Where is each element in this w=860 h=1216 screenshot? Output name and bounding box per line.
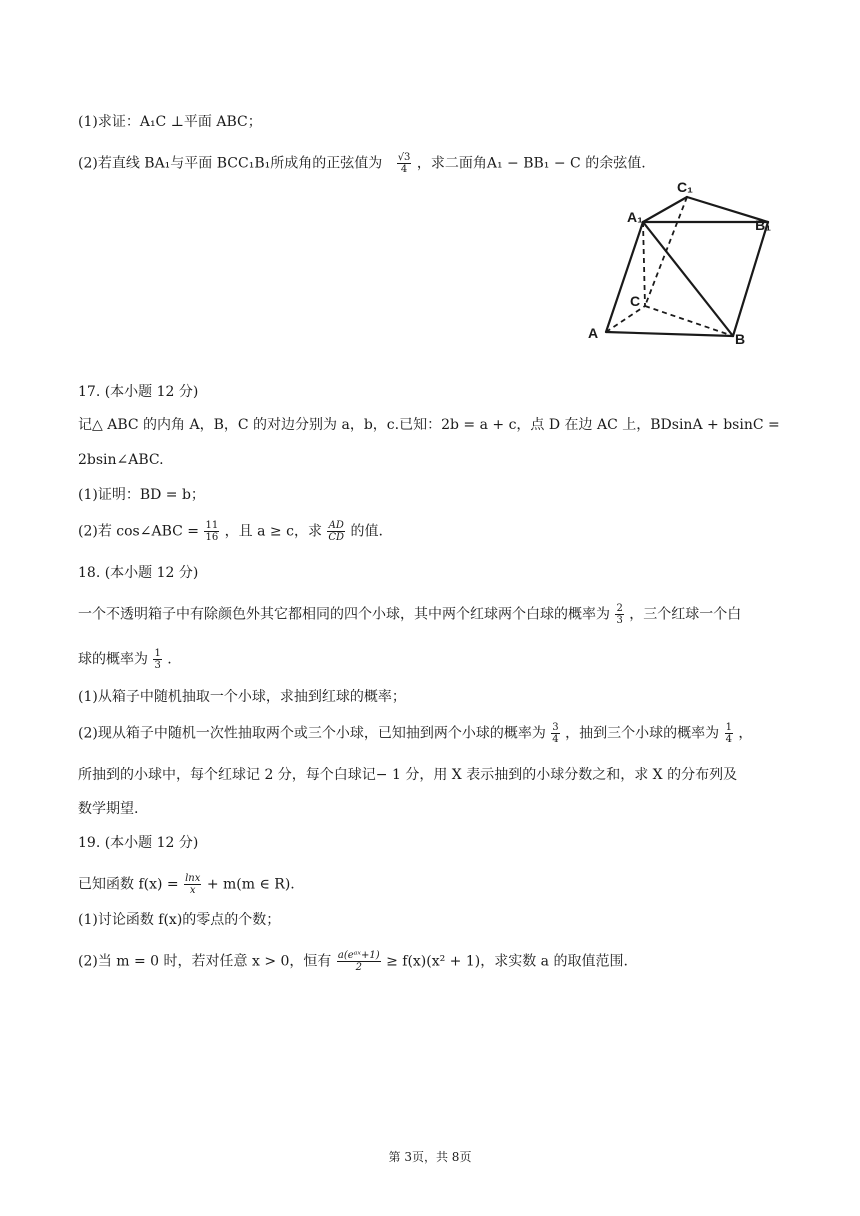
q18-part2-text-b: ，抽到三个小球的概率为	[565, 725, 720, 742]
cos-fraction-denominator: 16	[205, 532, 219, 543]
sin-fraction-numerator: √3	[397, 152, 411, 163]
ineq-fraction-denominator: 2	[355, 962, 362, 973]
q18-stem-2	[78, 648, 172, 671]
edge-b1-b	[733, 222, 768, 336]
q17-part2-text-c: 的值.	[350, 523, 383, 540]
q18-stem-1-text-a: 一个不透明箱子中有除颜色外其它都相同的四个小球，其中两个红球两个白球的概率为	[78, 606, 610, 623]
edge-a1-c1	[643, 197, 687, 222]
ineq-fraction-numerator: a(eᵃˣ+1)	[337, 950, 380, 961]
prob-fraction-2-numerator: 1	[154, 648, 161, 659]
q17-stem-2: 2bsin∠ABC.	[78, 452, 164, 468]
q18-part2-line3: 数学期望.	[78, 801, 139, 817]
cos-fraction	[204, 520, 219, 543]
sin-fraction	[397, 152, 412, 175]
q17-part2	[78, 520, 383, 543]
q19-part1: (1)讨论函数 f(x)的零点的个数；	[78, 912, 281, 928]
label-b1: B₁	[755, 217, 771, 233]
ratio-fraction	[327, 520, 345, 543]
q17-part2-text-b: ，且 a ≥ c，求	[224, 523, 322, 540]
q19-stem	[78, 873, 295, 896]
q19-part2-text-a: (2)当 m = 0 时，若对任意 x > 0，恒有	[78, 953, 332, 970]
q19-header: 19. (本小题 12 分)	[78, 835, 199, 851]
edge-a1-b	[643, 222, 733, 336]
prob-fraction-1-denominator: 3	[616, 615, 623, 626]
q18-stem-1	[78, 603, 741, 626]
q16-part1: (1)求证：A₁C ⊥平面 ABC；	[78, 114, 262, 130]
prob-fraction-1-numerator: 2	[616, 603, 623, 614]
ineq-fraction	[337, 950, 381, 973]
edge-a-c-hidden	[606, 306, 645, 332]
q19-part2	[78, 950, 628, 973]
q17-part1: (1)证明：BD = b；	[78, 487, 205, 503]
prob-fraction-3-numerator: 3	[552, 722, 559, 733]
fn-fraction	[184, 873, 201, 896]
q18-stem-2-text-b: .	[167, 651, 172, 668]
label-a: A	[588, 325, 599, 341]
page-footer: 第 3页，共 8页	[388, 1150, 472, 1164]
q19-stem-text-a: 已知函数 f(x) =	[78, 876, 179, 893]
q18-stem-2-text-a: 球的概率为	[78, 651, 148, 668]
fn-fraction-denominator: x	[189, 885, 196, 896]
edge-a1-c-hidden	[643, 222, 645, 306]
edge-a-b	[606, 332, 733, 336]
q18-part1: (1)从箱子中随机抽取一个小球，求抽到红球的概率；	[78, 689, 406, 705]
edge-c1-c-hidden	[645, 197, 687, 306]
q19-part2-text-b: ≥ f(x)(x² + 1)，求实数 a 的取值范围.	[386, 953, 628, 970]
q18-stem-1-text-b: ，三个红球一个白	[629, 606, 742, 623]
cos-fraction-numerator: 11	[205, 520, 219, 531]
edge-a1-a	[606, 222, 643, 332]
q17-header: 17. (本小题 12 分)	[78, 384, 199, 400]
fn-fraction-numerator: lnx	[185, 873, 201, 884]
q18-part2-text-a: (2)现从箱子中随机一次性抽取两个或三个小球，已知抽到两个小球的概率为	[78, 725, 546, 742]
ratio-fraction-denominator: CD	[328, 532, 345, 543]
prob-fraction-4	[725, 722, 733, 745]
q17-part2-text-a: (2)若 cos∠ABC =	[78, 523, 200, 540]
q19-stem-text-b: + m(m ∈ R).	[206, 876, 295, 893]
q18-part2-text-c: ，	[738, 725, 753, 742]
prob-fraction-3-denominator: 4	[552, 734, 559, 745]
label-c1: C₁	[677, 179, 693, 195]
q18-header: 18. (本小题 12 分)	[78, 565, 199, 581]
label-c: C	[630, 293, 641, 309]
q16-part2	[78, 152, 646, 175]
label-a1: A₁	[627, 209, 643, 225]
prob-fraction-2-denominator: 3	[154, 660, 161, 671]
sin-fraction-denominator: 4	[400, 164, 408, 175]
ratio-fraction-numerator: AD	[328, 520, 344, 531]
q17-stem-1: 记△ ABC 的内角 A，B，C 的对边分别为 a，b，c.已知：2b = a + c，点 D 在边 AC 上，BDsinA + bsinC =	[78, 417, 780, 433]
prob-fraction-4-denominator: 4	[725, 734, 732, 745]
prob-fraction-1	[615, 603, 623, 626]
q16-part2-text-a: (2)若直线 BA₁与平面 BCC₁B₁所成角的正弦值为	[78, 155, 383, 172]
q16-part2-text-b: ，求二面角A₁ − BB₁ − C 的余弦值.	[416, 155, 646, 172]
prob-fraction-2	[153, 648, 161, 671]
label-b: B	[735, 331, 746, 347]
prob-fraction-4-numerator: 1	[725, 722, 732, 733]
prob-fraction-3	[551, 722, 559, 745]
q18-part2	[78, 722, 752, 745]
prism-figure	[583, 178, 773, 348]
q18-part2-line2: 所抽到的小球中，每个红球记 2 分，每个白球记− 1 分，用 X 表示抽到的小球分数之和，求 X 的分布列及	[78, 767, 738, 783]
